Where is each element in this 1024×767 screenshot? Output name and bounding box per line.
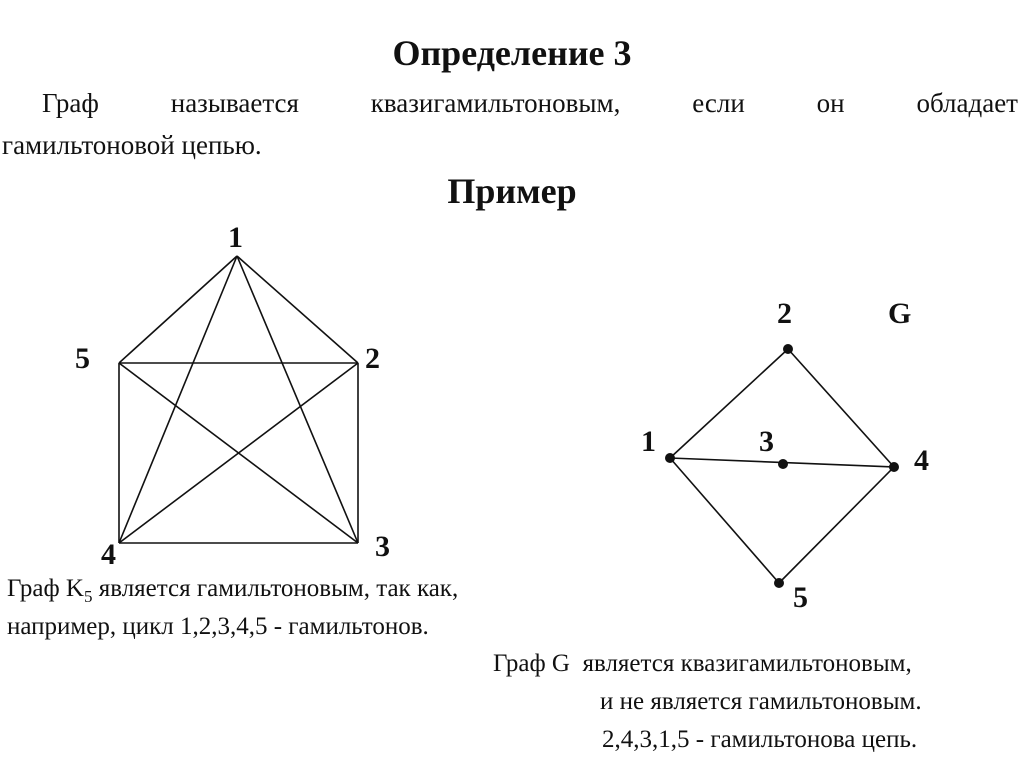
k5-label-5: 5	[75, 342, 90, 375]
k5-caption-suffix: является гамильтоновым, так как,	[92, 575, 459, 602]
g-vertex-2	[783, 344, 793, 354]
definition-word: он	[816, 88, 845, 118]
g-label-4: 4	[914, 444, 929, 477]
g-caption-line-3: 2,4,3,1,5 - гамильтонова цепь.	[602, 726, 918, 753]
k5-caption-line-1	[7, 575, 458, 607]
definition-word: обладает	[916, 88, 1018, 118]
g-edge-2-4	[788, 349, 894, 467]
k5-edge-5-1	[119, 256, 237, 363]
k5-edge-1-4	[119, 256, 237, 543]
g-label-5: 5	[793, 581, 808, 614]
g-vertex-3	[778, 459, 788, 469]
definition-word: называется	[170, 88, 299, 118]
g-label-2: 2	[777, 297, 792, 330]
g-caption-line-2: и не является гамильтоновым.	[600, 688, 922, 715]
g-vertex-1	[665, 453, 675, 463]
k5-label-3: 3	[375, 530, 390, 563]
example-heading: Пример	[447, 171, 577, 211]
k5-edge-1-2	[237, 256, 358, 363]
g-edge-5-1	[670, 458, 779, 583]
k5-label-2: 2	[365, 342, 380, 375]
k5-caption-subscript: 5	[83, 587, 93, 606]
k5-label-1: 1	[228, 221, 243, 254]
g-vertex-4	[889, 462, 899, 472]
definition-line-2: гамильтоновой цепью.	[2, 130, 262, 160]
g-edge-4-5	[779, 467, 894, 583]
g-caption-line-1: Граф G является квазигамильтоновым,	[493, 650, 912, 677]
g-vertex-5	[774, 578, 784, 588]
g-name-label: G	[888, 297, 912, 330]
definition-word: квазигамильтоновым,	[370, 88, 621, 118]
g-label-3: 3	[759, 425, 774, 458]
k5-caption-line-2: например, цикл 1,2,3,4,5 - гамильтонов.	[7, 613, 429, 640]
page-title: Определение 3	[392, 33, 632, 73]
k5-caption-prefix: Граф K	[7, 575, 84, 602]
k5-label-4: 4	[101, 538, 116, 571]
definition-word: если	[692, 88, 745, 118]
definition-word: Граф	[42, 88, 99, 118]
g-label-1: 1	[641, 425, 656, 458]
k5-graph	[119, 256, 358, 543]
k5-edge-1-3	[237, 256, 358, 543]
